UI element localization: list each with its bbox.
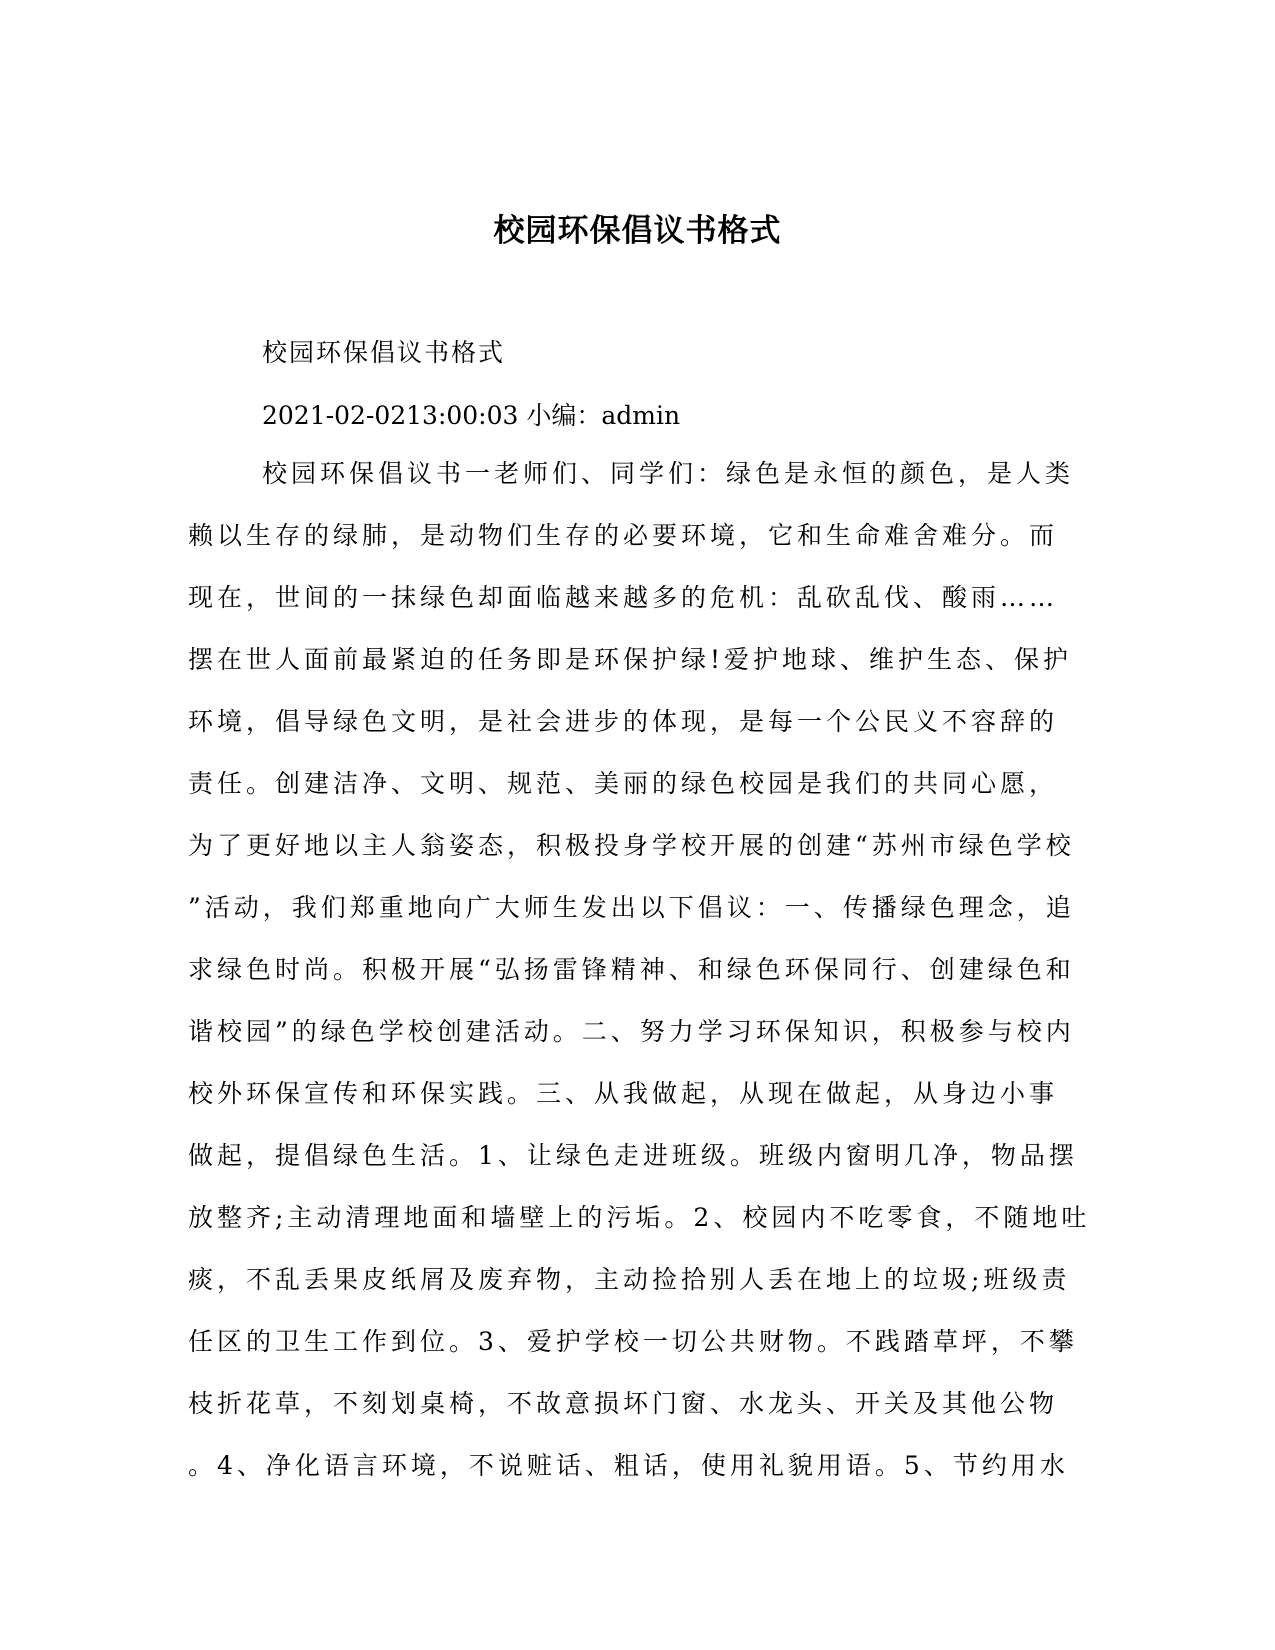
paragraph-line: 放整齐;主动清理地面和墙壁上的污垢。2、校园内不吃零食，不随地吐 — [188, 1203, 1091, 1232]
paragraph-line: 赖以生存的绿肺，是动物们生存的必要环境，它和生命难舍难分。而 — [188, 521, 1059, 550]
paragraph-line: 为了更好地以主人翁姿态，积极投身学校开展的创建“苏州市绿色学校 — [188, 831, 1075, 860]
paragraph-line: 校园环保倡议书一老师们、同学们：绿色是永恒的颜色，是人类 — [262, 459, 1075, 488]
paragraph-line: 摆在世人面前最紧迫的任务即是环保护绿!爱护地球、维护生态、保护 — [188, 645, 1073, 674]
paragraph-line: 责任。创建洁净、文明、规范、美丽的绿色校园是我们的共同心愿， — [188, 769, 1059, 798]
paragraph-line: 枝折花草，不刻划桌椅，不故意损坏门窗、水龙头、开关及其他公物 — [188, 1389, 1059, 1418]
body-paragraph — [188, 452, 1091, 1506]
paragraph-line: 谐校园”的绿色学校创建活动。二、努力学习环保知识，积极参与校内 — [188, 1017, 1075, 1046]
document-title: 校园环保倡议书格式 — [493, 213, 782, 249]
paragraph-line: 环境，倡导绿色文明，是社会进步的体现，是每一个公民义不容辞的 — [188, 707, 1059, 736]
paragraph-line: 痰，不乱丢果皮纸屑及废弃物，主动捡拾别人丢在地上的垃圾;班级责 — [188, 1265, 1071, 1294]
paragraph-line: 现在，世间的一抹绿色却面临越来越多的危机：乱砍乱伐、酸雨…… — [188, 583, 1059, 612]
document-meta: 2021-02-0213:00:03 小编：admin — [262, 401, 681, 430]
paragraph-line: 。4、净化语言环境，不说赃话、粗话，使用礼貌用语。5、节约用水 — [188, 1451, 1069, 1480]
paragraph-line: 求绿色时尚。积极开展“弘扬雷锋精神、和绿色环保同行、创建绿色和 — [188, 955, 1075, 984]
paragraph-line: 做起，提倡绿色生活。1、让绿色走进班级。班级内窗明几净，物品摆 — [188, 1141, 1078, 1170]
paragraph-line: 校外环保宣传和环保实践。三、从我做起，从现在做起，从身边小事 — [188, 1079, 1059, 1108]
document-subtitle: 校园环保倡议书格式 — [262, 338, 506, 367]
paragraph-line: 任区的卫生工作到位。3、爱护学校一切公共财物。不践踏草坪，不攀 — [188, 1327, 1078, 1356]
paragraph-line: ”活动，我们郑重地向广大师生发出以下倡议：一、传播绿色理念，追 — [188, 893, 1075, 922]
